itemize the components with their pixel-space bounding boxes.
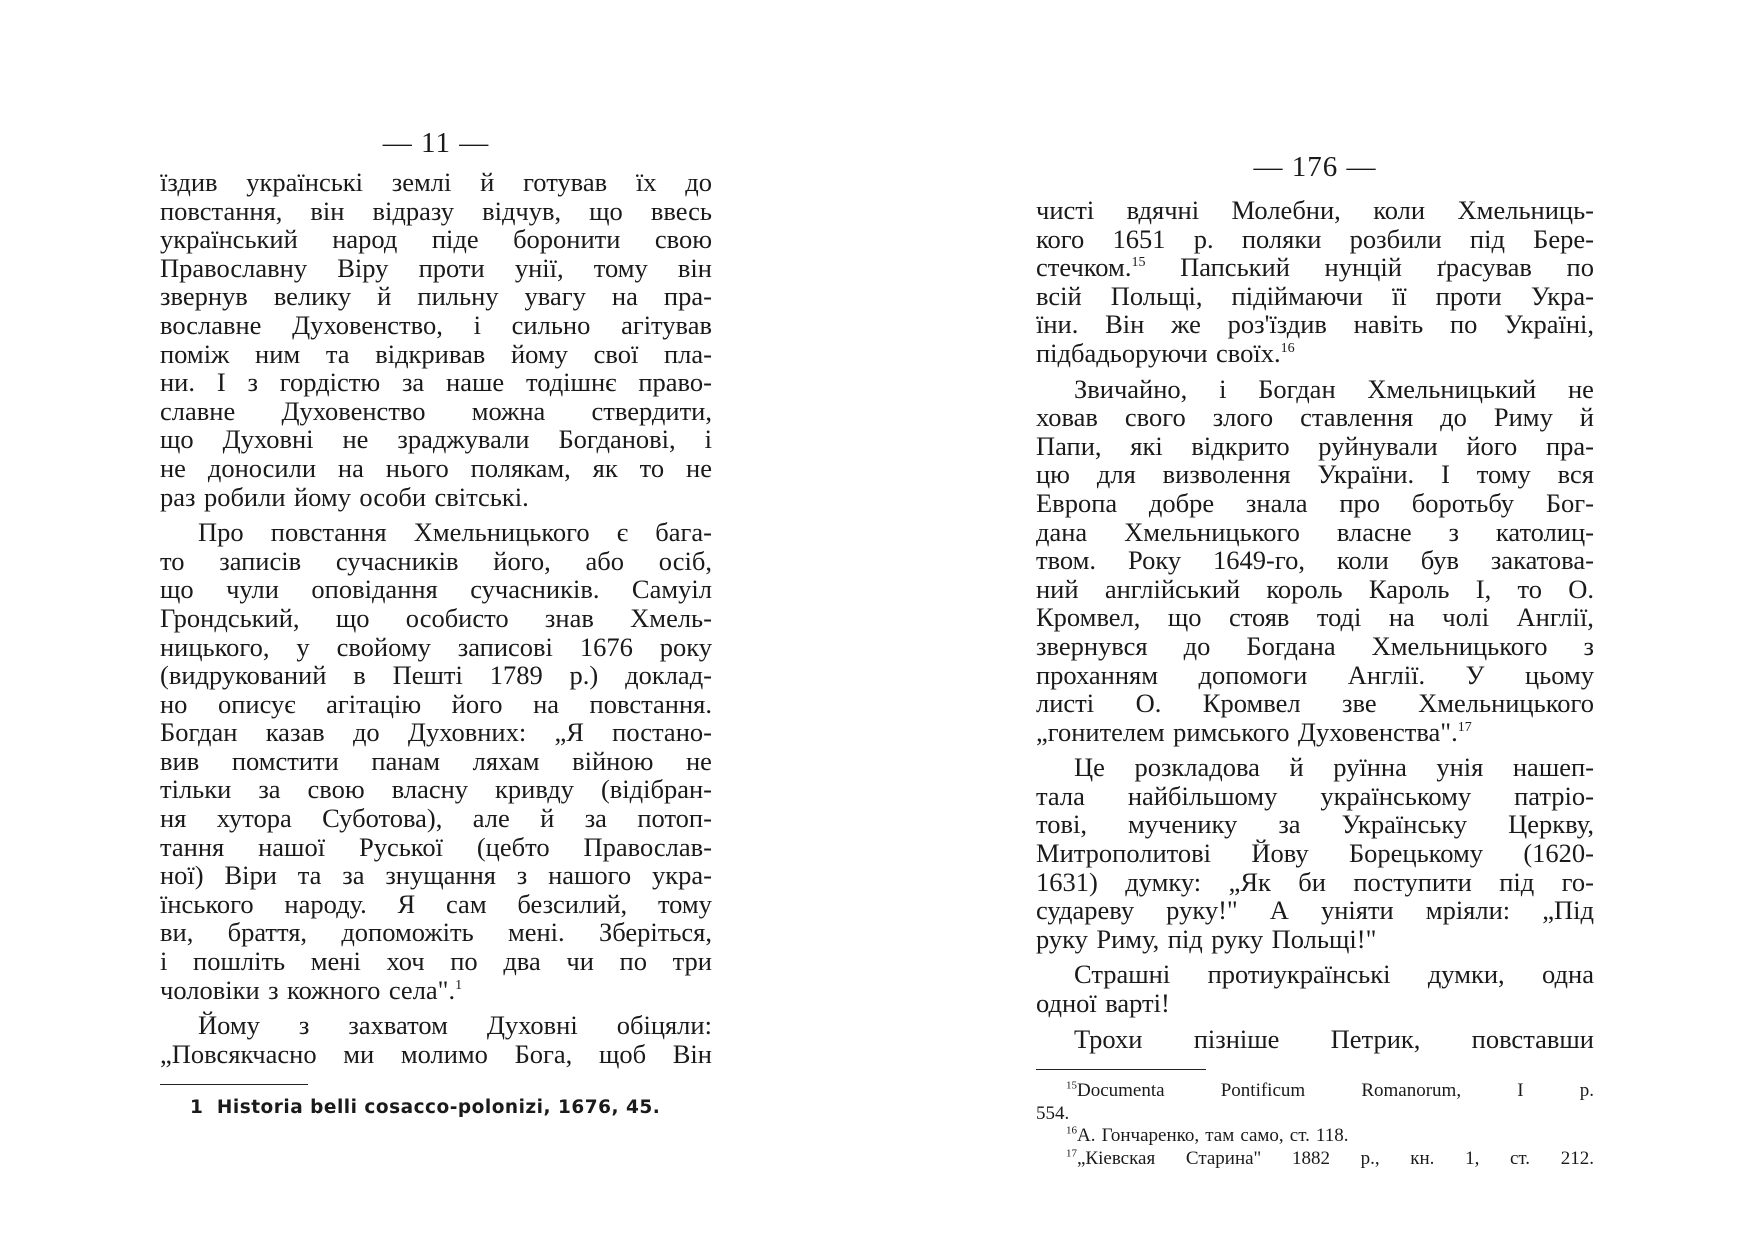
text-line: кого 1651 р. поляки розбили під Бере- [1036,223,1594,254]
footnote-reference: 17 [1066,1147,1077,1160]
text-line: „гонителем римського Духовенства".$^{17}$ [1036,716,1472,747]
text-line: їнського народу. Я сам безсилий, тому [160,888,712,919]
footnote-reference: 16 [1280,341,1295,357]
text-line: ня хутора Суботова), але й за потоп- [160,803,712,834]
text-line: їни. Він же роз'їздив навіть по Україні, [1036,309,1594,340]
text-line: но описує агітацію його на повстання. [160,688,712,719]
text-line: ни. І з гордістю за наше тодішнє право- [160,367,712,398]
footnote: 554. [1036,1102,1070,1124]
text-line: Трохи пізніше Петрик, повставши [1074,1023,1594,1054]
text-line: ної) Віри та за знущання з нашого укра- [160,860,712,891]
text-line: український народ піде боронити свою [160,224,712,255]
text-line: їздив українські землі й готував їх до [160,167,712,197]
text-line: вив помстити панам ляхам війною не [160,745,712,776]
footnote-reference: 15 [1066,1079,1077,1092]
text-line: тові, мученику за Українську Церкву, [1036,809,1594,840]
text-line: судареву руку!" А уніяти мріяли: „Під [1036,895,1594,926]
text-line: Митрополитові Йову Борецькому (1620- [1036,838,1594,869]
footnote-divider [1036,1069,1206,1070]
text-line: листі О. Кромвел зве Хмельницького [1036,688,1594,719]
text-line: звернув велику й пильну увагу на пра- [160,281,712,312]
footnotes [1036,1080,1594,1170]
text-line: звернувся до Богдана Хмельницького з [1036,630,1594,661]
footnotes [160,1097,712,1119]
text-line: Це розкладова й руїнна унія нашеп- [1074,752,1594,783]
text-line: і пошліть мені хоч по два чи по три [160,946,712,977]
text-line: одної варті! [1036,988,1170,1019]
text-line: Звичайно, і Богдан Хмельницький не [1074,373,1594,404]
text-line: поміж ним та відкривав йому свої пла- [160,338,712,369]
text-line: повстання, він відразу відчув, що ввесь [160,195,712,226]
text-line: Богдан казав до Духовних: „Я постано- [160,717,712,748]
text-line: ховав свого злого ставлення до Риму й [1036,402,1594,433]
text-line: ницького, у свойому записові 1676 року [160,631,712,662]
text-line: підбадьоруючи своїх.$^{16}$ [1036,337,1295,368]
text-line: що чули оповідання сучасників. Самуіл [160,574,712,605]
text-line: Кромвел, що стояв тоді на чолі Англії, [1036,602,1594,633]
page-number: — 11 — [382,127,490,159]
body-text [1036,196,1594,1053]
text-line: славне Духовенство можна ствердити, [160,395,712,426]
footnote: $^{15}$Documenta Pontificum Romanorum, I р. [1066,1079,1594,1102]
footnote: $^{16}$А. Гончаренко, там само, ст. 118. [1066,1124,1349,1147]
text-line: дана Хмельницького власне з католиц- [1036,516,1594,547]
text-line: руку Риму, під руку Польщі!" [1036,923,1377,954]
text-line: (видрукований в Пешті 1789 р.) доклад- [160,660,712,691]
footnote-mark: 1 [190,1097,203,1119]
footnote: $^{17}$„Кіевская Старина" 1882 р., кн. 1, ст. 212. [1066,1147,1594,1169]
text-line: Йому з захватом Духовні обіцяли: [198,1010,712,1041]
text-line: тання нашої Руської (цебто Православ- [160,831,712,862]
footnote-reference: 15 [1131,255,1146,271]
footnote-reference: 16 [1066,1124,1077,1137]
text-line: цю для визволення України. І тому вся [1036,459,1594,490]
text-line: Про повстання Хмельницького є бага- [198,517,712,548]
text-line: раз робили йому особи світські. [160,481,529,512]
text-line: проханням допомоги Англії. У цьому [1036,659,1594,690]
text-line: Страшні протиукраїнські думки, одна [1074,959,1594,990]
text-line: тала найбільшому українському патріо- [1036,780,1594,811]
footnote-divider [160,1084,308,1085]
right-page [1036,150,1594,1170]
body-text [160,168,712,1068]
page-number: — 176 — [1253,151,1377,183]
text-line: Папи, які відкрито руйнували його пра- [1036,430,1594,461]
text-line: „Повсякчасно ми молимо Бога, щоб Він [160,1038,712,1069]
text-line: що Духовні не зраджували Богданові, і [160,424,712,455]
footnote-text: Historia belli cosacco-polonizi, 1676, 45. [216,1097,661,1119]
text-line: ви, браття, допоможіть мені. Зберіться, [160,917,712,948]
text-line: то записів сучасників його, або осіб, [160,545,712,576]
left-page [160,126,712,1119]
footnote-reference: 17 [1457,719,1472,735]
text-line: ний англійський король Кароль І, то О. [1036,573,1594,604]
text-line: Православну Віру проти унії, тому він [160,252,712,283]
text-line: 1631) думку: „Як би поступити під го- [1036,866,1594,897]
text-line: Грондський, що особисто знав Хмель- [160,602,712,633]
text-line: Европа добре знала про боротьбу Бог- [1036,487,1594,518]
text-line: тільки за свою власну кривду (відібран- [160,774,712,805]
footnote-reference: 1 [455,977,463,993]
text-line: твом. Року 1649-го, коли був закатова- [1036,545,1594,576]
text-line: вославне Духовенство, і сильно агітував [160,309,712,340]
text-line: чисті вдячні Молебни, коли Хмельниць- [1036,195,1594,225]
text-line: стечком.$^{15}$ Папський нунцій ґрасував по [1036,252,1594,283]
text-line: всій Польщі, підіймаючи її проти Укра- [1036,280,1594,311]
footnote [160,1097,712,1119]
text-line: не доносили на нього полякам, як то не [160,452,712,483]
text-line: чоловіки з кожного села".$^1$ [160,974,463,1005]
